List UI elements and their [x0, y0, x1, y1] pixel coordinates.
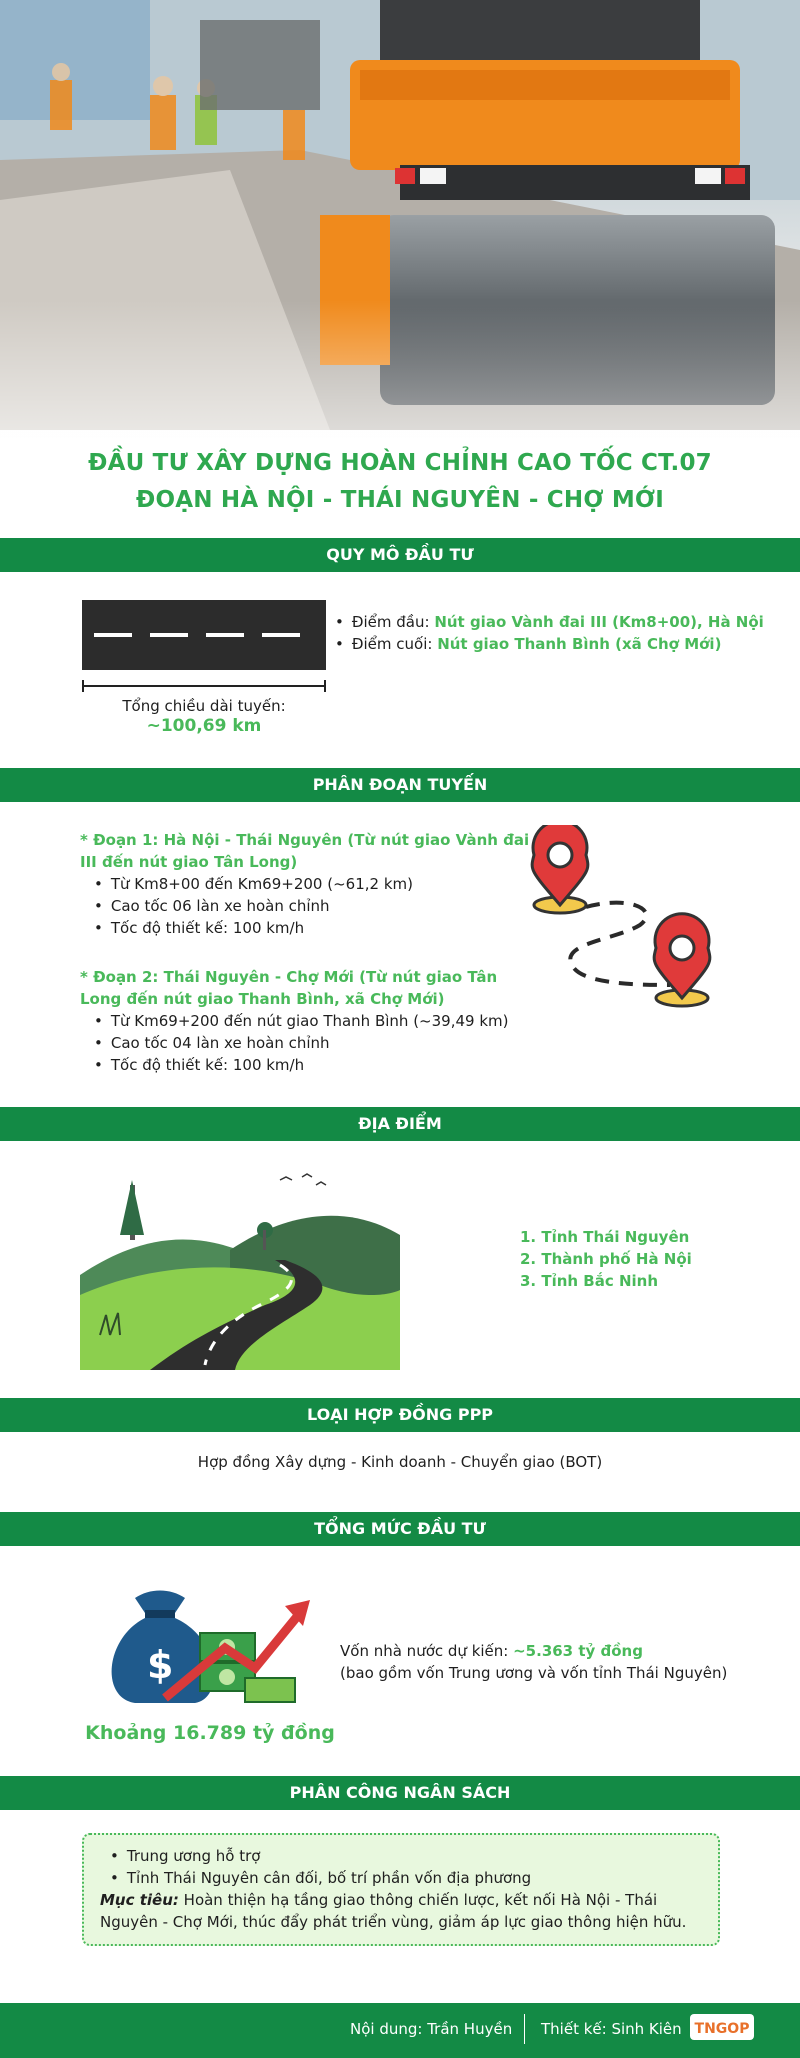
goal-label: Mục tiêu:: [100, 1891, 179, 1909]
goal-text: Hoàn thiện hạ tầng giao thông chiến lược, kết nối Hà Nội - Thái Nguyên - Chợ Mới, thúc đẩy phát triển vùng, giảm áp lực giao thông hiện hữu.: [100, 1891, 687, 1931]
segment-1-speed: • Tốc độ thiết kế: 100 km/h: [94, 917, 530, 939]
svg-text:TNGOP: TNGOP: [694, 2021, 750, 2037]
section-heading-investment: TỔNG MỨC ĐẦU TƯ: [0, 1512, 800, 1546]
money-bag-growth-icon: [105, 1578, 315, 1708]
main-title: ĐẦU TƯ XÂY DỰNG HOÀN CHỈNH CAO TỐC CT.07: [88, 450, 712, 476]
road-dash: [262, 633, 300, 637]
contract-type: Hợp đồng Xây dựng - Kinh doanh - Chuyển giao (BOT): [197, 1453, 603, 1471]
footer-content-credit: Nội dung: Trần Huyền: [350, 2020, 513, 2038]
section-heading-location: ĐỊA ĐIỂM: [0, 1107, 800, 1141]
segment-1-title: * Đoạn 1: Hà Nội - Thái Nguyên (Từ nút giao Vành đai III đến nút giao Tân Long): [80, 831, 530, 871]
location-bac-ninh: 3. Tỉnh Bắc Ninh: [520, 1272, 659, 1290]
segment-1: [80, 829, 530, 939]
section-heading-scale: QUY MÔ ĐẦU TƯ: [0, 538, 800, 572]
length-value: ~100,69 km: [146, 716, 262, 736]
state-capital-label: Vốn nhà nước dự kiến:: [340, 1642, 514, 1660]
road-dash: [94, 633, 132, 637]
section-heading-budget: PHÂN CÔNG NGÂN SÁCH: [0, 1776, 800, 1810]
segment-2-lanes: • Cao tốc 04 làn xe hoàn chỉnh: [94, 1032, 530, 1054]
footer-divider: [524, 2014, 525, 2044]
segment-2-speed: • Tốc độ thiết kế: 100 km/h: [94, 1054, 530, 1076]
budget-item-central: • Trung ương hỗ trợ: [110, 1845, 702, 1867]
location-ha-noi: 2. Thành phố Hà Nội: [520, 1250, 692, 1268]
budget-item-province: • Tỉnh Thái Nguyên cân đối, bố trí phần vốn địa phương: [110, 1867, 702, 1889]
state-capital-note: (bao gồm vốn Trung ương và vốn tỉnh Thái Nguyên): [340, 1664, 728, 1682]
hero-banner: [0, 0, 800, 536]
total-investment: Khoảng 16.789 tỷ đồng: [85, 1722, 335, 1744]
route-pins-icon: [520, 825, 740, 1020]
budget-goal: [100, 1889, 702, 1933]
length-label: Tổng chiều dài tuyến:: [122, 697, 286, 715]
svg-text:$: $: [147, 1643, 174, 1687]
birds-icon: [280, 1174, 326, 1185]
route-endpoints: [335, 611, 785, 655]
length-measure-line: [82, 680, 326, 694]
section-heading-segments: PHÂN ĐOẠN TUYẾN: [0, 768, 800, 802]
segment-2-range: • Từ Km69+200 đến nút giao Thanh Bình (~39,49 km): [94, 1010, 530, 1032]
budget-box: [82, 1833, 720, 1946]
segment-1-range: • Từ Km8+00 đến Km69+200 (~61,2 km): [94, 873, 530, 895]
start-point: • Điểm đầu: Nút giao Vành đai III (Km8+00), Hà Nội: [335, 611, 785, 633]
road-dash: [206, 633, 244, 637]
state-capital: [340, 1640, 790, 1684]
segment-2: [80, 966, 530, 1076]
location-thai-nguyen: 1. Tỉnh Thái Nguyên: [520, 1228, 690, 1246]
segment-1-lanes: • Cao tốc 06 làn xe hoàn chỉnh: [94, 895, 530, 917]
end-point: • Điểm cuối: Nút giao Thanh Bình (xã Chợ Mới): [335, 633, 785, 655]
section-heading-contract: LOẠI HỢP ĐỒNG PPP: [0, 1398, 800, 1432]
sub-title: ĐOẠN HÀ NỘI - THÁI NGUYÊN - CHỢ MỚI: [136, 487, 664, 513]
segment-2-title: * Đoạn 2: Thái Nguyên - Chợ Mới (Từ nút giao Tân Long đến nút giao Thanh Bình, xã Chợ Mới): [80, 968, 498, 1008]
state-capital-value: ~5.363 tỷ đồng: [513, 1642, 643, 1660]
location-list: [520, 1226, 692, 1292]
landscape-road-illustration: [80, 1165, 400, 1370]
footer-design-credit: Thiết kế: Sinh Kiên: [541, 2020, 682, 2038]
road-graphic: [82, 600, 326, 670]
road-dash: [150, 633, 188, 637]
tngop-logo: [690, 2012, 754, 2042]
